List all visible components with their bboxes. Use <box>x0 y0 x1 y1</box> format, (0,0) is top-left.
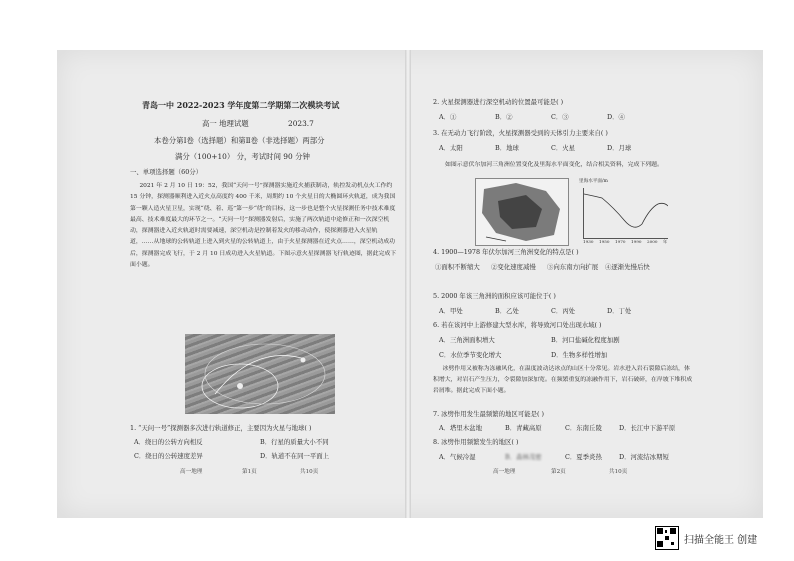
left-footer-total: 共10页 <box>300 469 319 475</box>
graph-ylabel: 里海水平面/m <box>579 179 608 184</box>
scanner-watermark: 扫描全能王 创建 <box>684 535 758 546</box>
q8-option-b: B．森林茂密 <box>505 453 542 461</box>
q4-option-1: ①面积不断缩大 <box>435 263 480 271</box>
q6-option-d: D．生物多样性增加 <box>551 351 608 359</box>
caspian-level-graph <box>583 188 668 239</box>
passage-frost-wedging: 冰劈作用又被称为冻融风化，在温度波动达冰点的山区十分常见。岩水进入岩石裂隙后冻结，体积增大，对岩石产生压力，令裂隙加深加宽。在频繁重复的冻融作用下，岩石破碎，在岸坡下堆积成岩屑堆。据此完成下面小题。 <box>433 366 693 394</box>
right-footer-total: 共10页 <box>609 469 628 475</box>
q4-option-3: ③向东南方向扩展 <box>547 263 599 271</box>
q2-option-c: C．③ <box>551 113 569 121</box>
intro-volga: 如图示意伏尔加河三角洲位置变化及里海水平面变化，结合相关资料，完成下列题。 <box>445 162 663 168</box>
question-7: 7. 冰劈作用发生最频繁的地区可能是( ) <box>433 410 545 418</box>
q8-option-a: A．气候冷湿 <box>439 453 476 461</box>
exam-intro: 本卷分第Ⅰ卷（选择题）和第Ⅱ卷（非选择题）两部分 <box>154 136 325 145</box>
q8-option-d: D．河流结冰期短 <box>619 453 669 461</box>
passage-mars: 2021 年 2 月 10 日 19：52，我国“天问一号”探测器实施近火捕获制动，轨控发动机点火工作约 15 分钟，探测器顺利进入近火点高度约 400 千米，周期约 10 个火星日的大椭圆环火轨道，成为我国第一颗人造火星卫星，实现“绕、着、巡”第一步“绕”的目标，这一步也是整个火星探测任务中技术难度最高、技术难度最大的环节之一。“天问一号”探测器发射后，实施了两次轨道中途修正和一次深空机动，探测器进入近火轨道时需要减速，深空机动是控制着发火的移动动作，使探测器进入火星轨道，……从地球的公转轨道上进入到火星的公转轨道上，由于火星探测器在近火点……，深空机动成功后，探测器完成飞行，于 2 月 10 日成功进入火星轨道。下图示意火星探测器飞行轨迹图，据此完成下面小题。 <box>130 183 397 269</box>
right-footer-subject: 高一地理 <box>493 469 516 475</box>
q6-option-b: B．河口盐碱化程度加剧 <box>551 336 620 344</box>
question-3: 3. 在无动力飞行阶段，火星探测器受到的天体引力主要来自( ) <box>433 129 608 137</box>
q5-option-c: C．丙处 <box>551 307 576 315</box>
exam-date: 2023.7 <box>288 119 314 128</box>
question-8: 8. 冰劈作用频繁发生的地区( ) <box>433 438 519 446</box>
graph-year-1970: 1970 <box>615 239 626 244</box>
q4-option-2: ②变化速度减慢 <box>491 263 536 271</box>
graph-year-1990: 1990 <box>631 239 642 244</box>
graph-year-unit: 年 <box>663 239 668 244</box>
q1-option-c: C．绕日的公转速度差异 <box>134 452 203 460</box>
q7-option-b: B．青藏高原 <box>505 424 542 432</box>
page-fold <box>405 50 411 518</box>
exam-title: 青岛一中 2022-2023 学年度第二学期第二次模块考试 <box>142 100 340 110</box>
q3-option-a: A．太阳 <box>439 144 463 152</box>
q2-option-d: D．④ <box>607 113 625 121</box>
question-1: 1. “天问一号”探测器多次进行轨道修正，主要因为火星与地球( ) <box>130 424 312 432</box>
exam-score: 满分（100+10） 分，考试时间 90 分钟 <box>175 152 310 161</box>
trajectory-lines <box>185 334 335 414</box>
graph-year-1930: 1930 <box>583 239 594 244</box>
volga-delta-map <box>475 178 569 246</box>
question-2: 2. 火星探测器进行深空机动的位置最可能是( ) <box>433 98 564 106</box>
q1-option-d: D．轨道不在同一平面上 <box>260 452 330 460</box>
q4-option-4: ④逐渐先慢后快 <box>605 263 650 271</box>
delta-map-drawing <box>476 179 568 245</box>
graph-year-1950: 1950 <box>599 239 610 244</box>
q3-option-c: C．火星 <box>551 144 576 152</box>
left-footer-subject: 高一地理 <box>180 469 203 475</box>
q7-option-d: D．长江中下游平原 <box>619 424 676 432</box>
q1-option-a: A．绕日的公转方向相反 <box>134 438 203 446</box>
question-4: 4. 1900—1978 年伏尔加河三角洲变化的特点是( ) <box>433 248 579 256</box>
q7-option-a: A．塔里木盆地 <box>439 424 482 432</box>
q2-option-b: B．② <box>495 113 513 121</box>
q7-option-c: C．东南丘陵 <box>565 424 602 432</box>
q6-option-c: C．水位季节变化增大 <box>439 351 502 359</box>
q2-option-a: A．① <box>439 113 457 121</box>
q5-option-a: A．甲处 <box>439 307 463 315</box>
q5-option-b: B．乙处 <box>495 307 519 315</box>
right-footer-page: 第2页 <box>551 469 566 475</box>
q3-option-d: D．月球 <box>607 144 632 152</box>
graph-year-2000: 2000 <box>647 239 658 244</box>
qr-code-icon <box>655 526 679 550</box>
q6-option-a: A．三角洲面积增大 <box>439 336 495 344</box>
q5-option-d: D．丁处 <box>607 307 632 315</box>
q1-option-b: B．行星的质量大小不同 <box>260 438 329 446</box>
section-heading: 一、单项选择题（60分） <box>130 168 203 176</box>
mars-trajectory-figure <box>185 334 335 414</box>
left-footer-page: 第1页 <box>242 469 257 475</box>
question-5: 5. 2000 年该三角洲的面积应该可能位于( ) <box>433 292 556 300</box>
question-6: 6. 若在该河中上游修建大型水库，将导致河口处出现水域( ) <box>433 321 602 329</box>
q3-option-b: B．地球 <box>495 144 519 152</box>
q8-option-c: C．夏季炎热 <box>565 453 602 461</box>
exam-subject: 高一 地理试题 <box>202 119 249 128</box>
caspian-level-line <box>584 188 668 238</box>
